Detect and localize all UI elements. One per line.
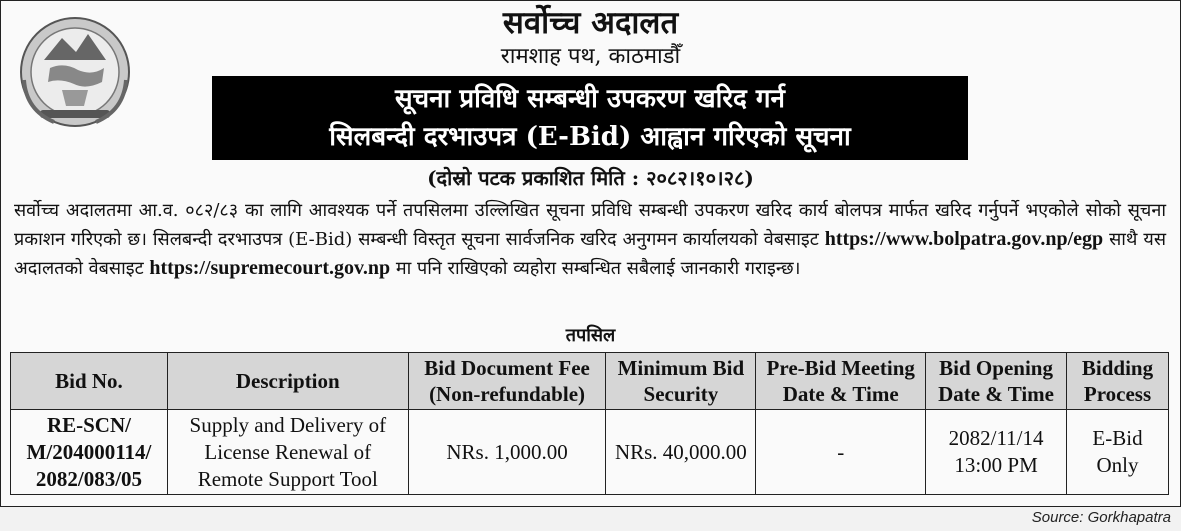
table-row (11, 410, 1169, 495)
table-header-row (11, 353, 1169, 410)
cell-bid-no: RE-SCN/ M/204000114/ 2082/083/05 (11, 410, 168, 495)
court-address: रामशाह पथ, काठमाडौँ (500, 44, 681, 69)
bid-table (10, 352, 1169, 495)
source-credit: Source: Gorkhapatra (1031, 509, 1171, 526)
header-description: Description (167, 353, 408, 410)
header-bid-no: Bid No. (11, 353, 168, 410)
cell-process: E-Bid Only (1067, 410, 1169, 495)
cell-fee: NRs. 1,000.00 (408, 410, 606, 495)
schedule-heading: तपसिल (565, 325, 616, 346)
notice-title-line-2: सिलबन्दी दरभाउपत्र (E-Bid) आह्वान गरिएको सूचना (329, 122, 851, 152)
body-text-part-3: मा पनि राखिएको व्यहोरा सम्बन्धित सबैलाई जानकारी गराइन्छ। (390, 258, 801, 279)
bolpatra-link[interactable]: https://www.bolpatra.gov.np/egp (824, 228, 1104, 250)
header-bid-document-fee: Bid Document Fee (Non-refundable) (408, 353, 606, 410)
cell-description: Supply and Delivery of License Renewal of Remote Support Tool (167, 410, 408, 495)
cell-security: NRs. 40,000.00 (606, 410, 756, 495)
body-text-part-1: सर्वोच्च अदालतमा आ.व. ०८२/८३ का लागि आवश्यक पर्ने तपसिलमा उल्लिखित सूचना प्रविधि सम्बन्धी उपकरण खरिद कार्य बोलपत्र मार्फत खरिद गर्नुपर्ने भएकोले सोको सूचना प्रकाशन गरिएको छ। सिलबन्दी दरभाउपत्र (E-Bid) सम्बन्धी विस्तृत सूचना सार्वजनिक खरिद अनुगमन कार्यालयको वेबसाइट (14, 200, 1166, 250)
notice-body (14, 196, 1166, 283)
publication-date: (दोस्रो पटक प्रकाशित मिति : २०८२।१०।२८) (427, 166, 754, 190)
cell-pre-bid: - (756, 410, 926, 495)
header-bidding-process: Bidding Process (1067, 353, 1169, 410)
header-bid-opening: Bid Opening Date & Time (926, 353, 1067, 410)
supremecourt-link[interactable]: https://supremecourt.gov.np (149, 257, 391, 279)
header-minimum-bid-security: Minimum Bid Security (606, 353, 756, 410)
header-pre-bid-meeting: Pre-Bid Meeting Date & Time (756, 353, 926, 410)
notice-title-line-1: सूचना प्रविधि सम्बन्धी उपकरण खरिद गर्न (395, 84, 785, 114)
notice-title-box (212, 76, 968, 160)
body-text-part-2: साथै यस अदालतको वेबसाइट (14, 229, 1166, 279)
court-name: सर्वोच्च अदालत (502, 5, 679, 41)
cell-opening: 2082/11/14 13:00 PM (926, 410, 1067, 495)
